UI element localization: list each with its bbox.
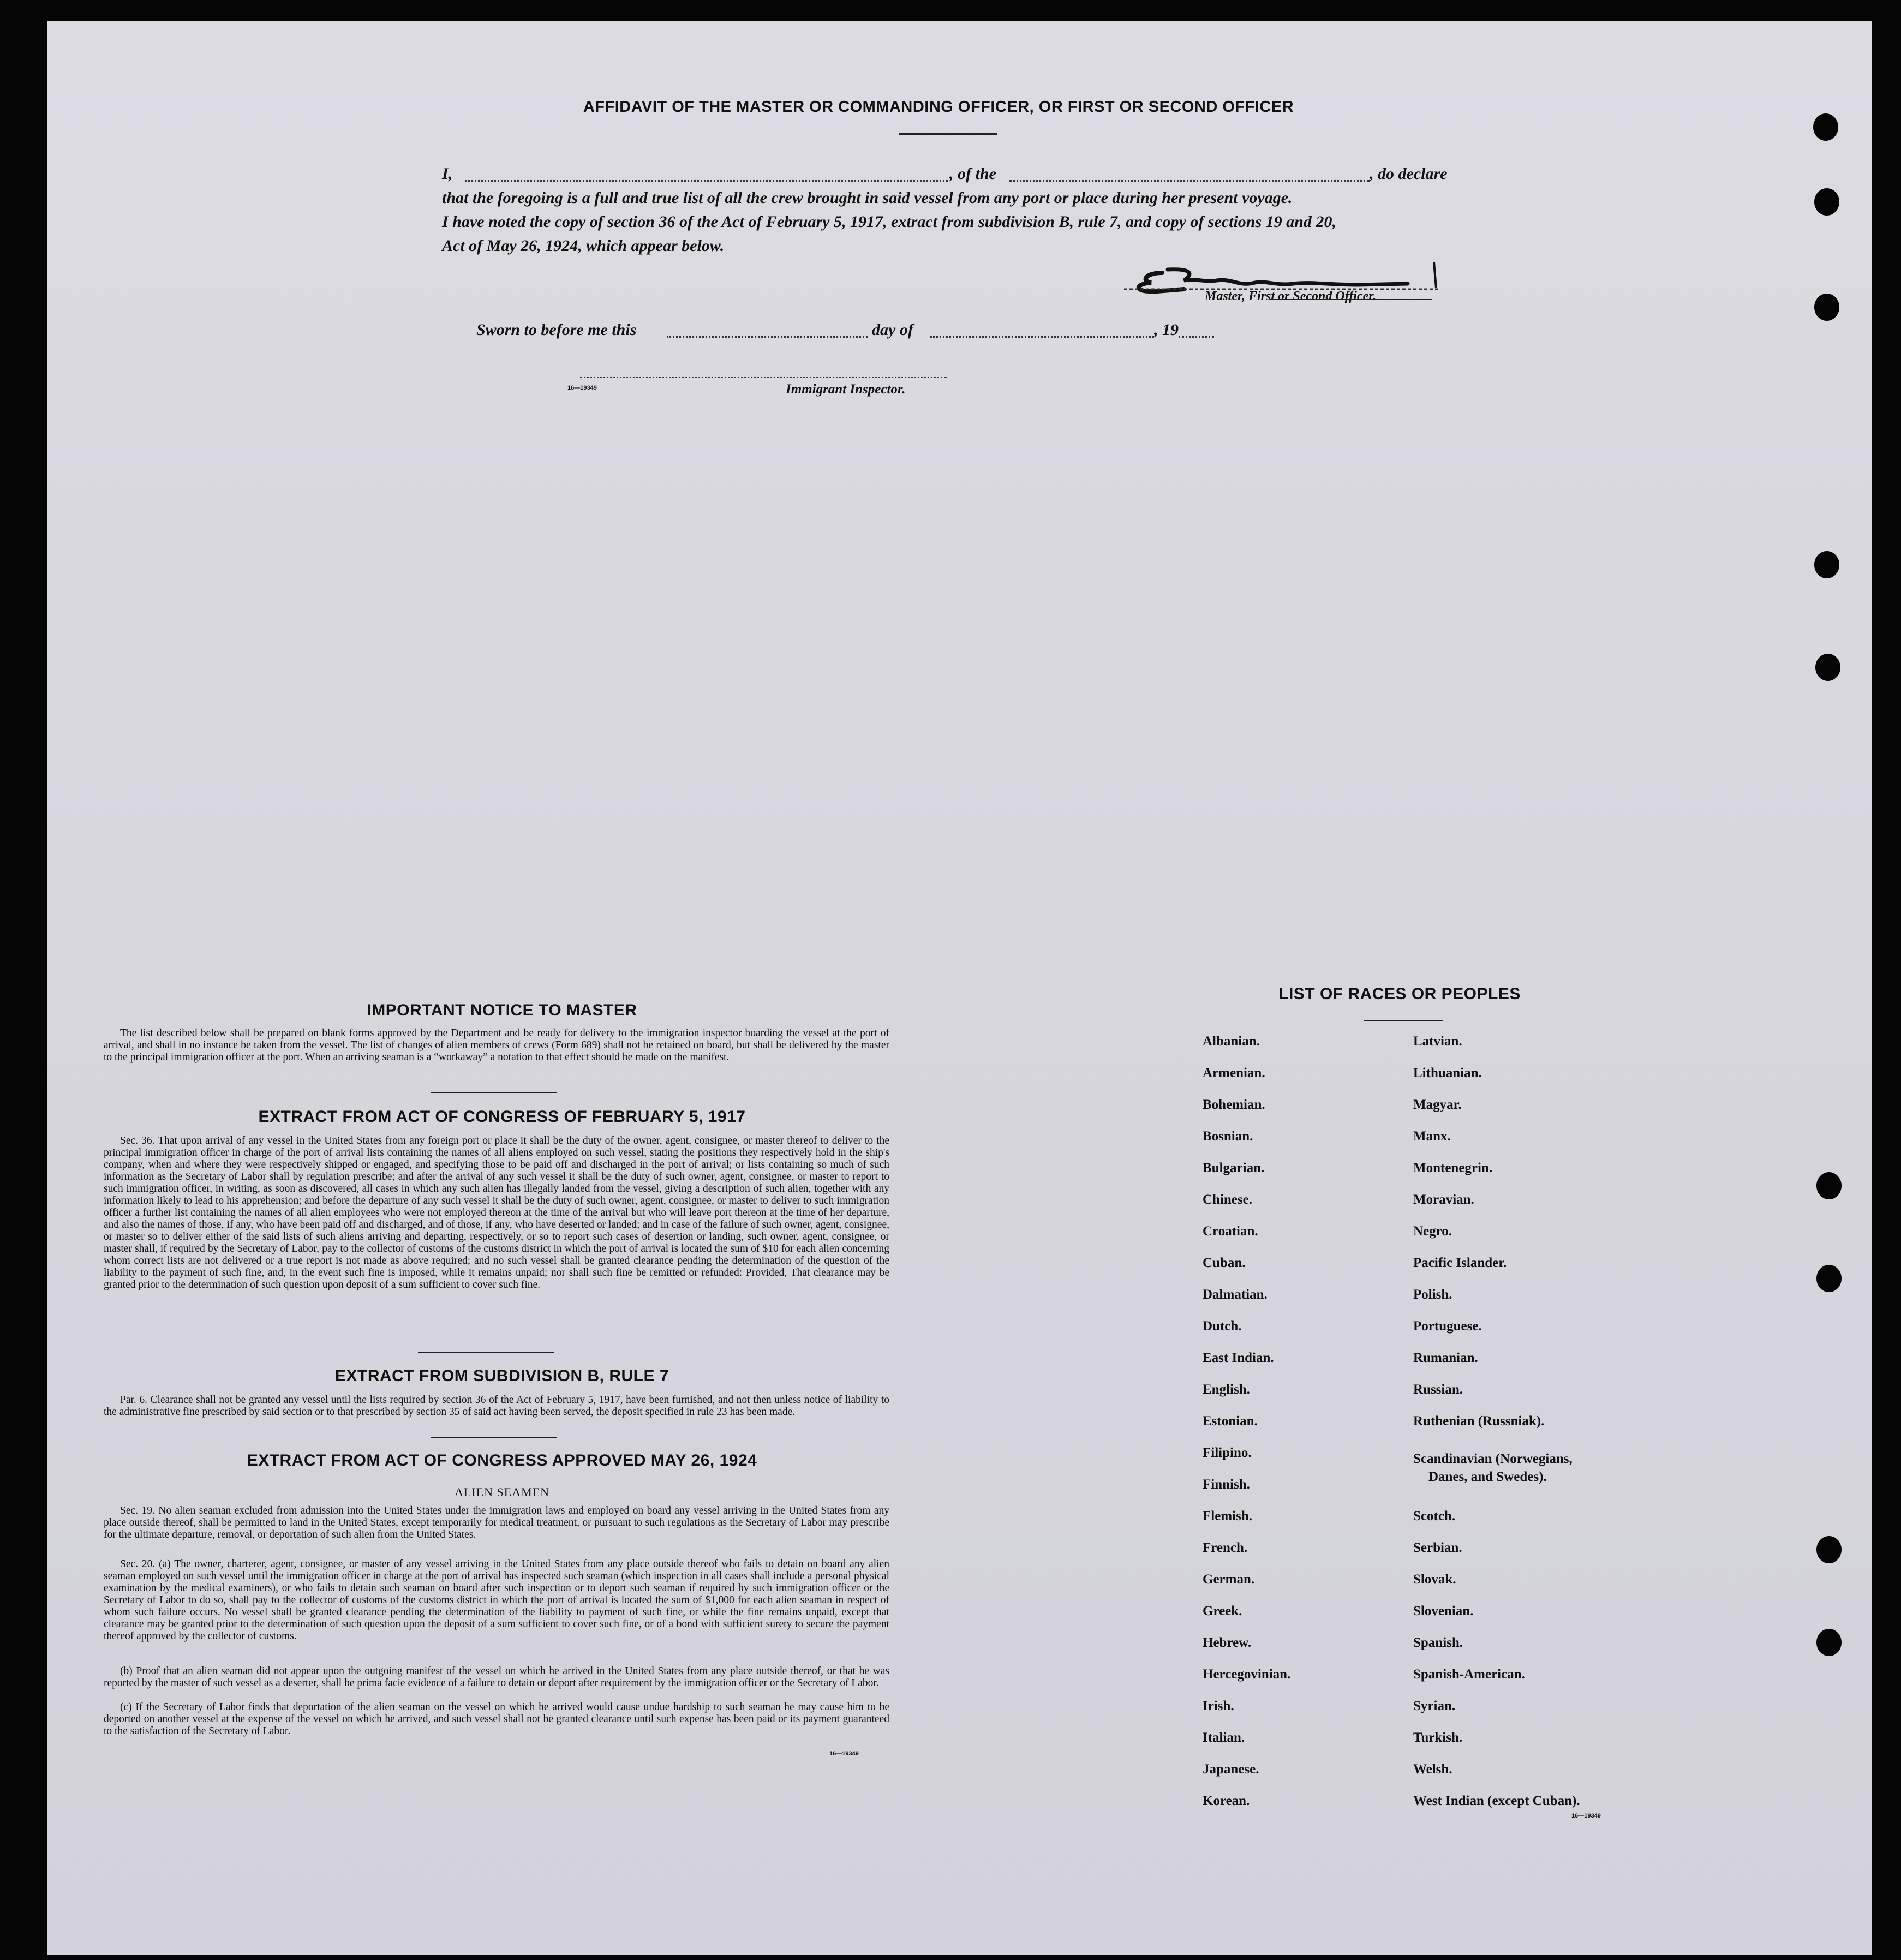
extract-1924-title: EXTRACT FROM ACT OF CONGRESS APPROVED MAY 26, 1924 [247, 1451, 757, 1469]
race-item: Serbian. [1413, 1540, 1462, 1555]
punch-hole [1816, 1536, 1842, 1563]
inspector-caption: Immigrant Inspector. [786, 382, 906, 397]
affidavit-line-3: I have noted the copy of section 36 of the Act of February 5, 1917, extract from subdivision B, rule 7, and copy of sections 19 and 20, [442, 213, 1336, 231]
race-item: Turkish. [1413, 1730, 1463, 1745]
race-item: Korean. [1203, 1794, 1250, 1808]
notice-title: IMPORTANT NOTICE TO MASTER [367, 1001, 637, 1019]
race-item: Manx. [1413, 1129, 1451, 1144]
race-item: Irish. [1203, 1699, 1234, 1713]
race-item: Lithuanian. [1413, 1066, 1482, 1080]
title-divider [899, 133, 997, 135]
race-item: Hebrew. [1203, 1635, 1252, 1650]
notice-body: The list described below shall be prepared on blank forms approved by the Department and be ready for delivery to the immigration inspector boarding the vessel at the port of arrival, and shall in no instance be taken from the vessel. The list of changes of alien members of crews (Form 689) shall not be retained on board, but shall be delivered by the master to the principal immigration officer at the port. When an arriving seaman is a “workaway” a notation to that effect should be made on the manifest. [104, 1027, 889, 1063]
punch-hole [1816, 1172, 1842, 1199]
race-item: Moravian. [1413, 1192, 1474, 1207]
rule-7-body: Par. 6. Clearance shall not be granted any vessel until the lists required by section 36 of the Act of February 5, 1917, have been furnished, and not then unless notice of liability to the administrative fine prescribed by said section or to that prescribed by section 35 of said act having been served, the deposit specified in rule 23 has been made. [104, 1394, 889, 1418]
race-item: Japanese. [1203, 1762, 1259, 1777]
race-item: Greek. [1203, 1604, 1242, 1618]
sworn-label: Sworn to before me this [476, 321, 637, 339]
extract-1917-body: Sec. 36. That upon arrival of any vessel in the United States from any foreign port or place it shall be the duty of the owner, agent, consignee, or master thereof to deliver to the principal immigration officer in charge of the port of arrival lists containing the names of all aliens employed on such vessel, stating the positions they respectively hold in the ship's company, when and where they were respectively shipped or engaged, and specifying those to be paid off and discharged in the port of arrival; or lists containing so much of such information as the Secretary of Labor shall by regulation prescribe; and after the arrival of any such vessel it shall be the duty of such owner, agent, consignee, or master to report to such immigration officer, in writing, as soon as discovered, all cases in which any such alien has illegally landed from the vessel, giving a description of such alien, together with any information likely to lead to his apprehension; and before the departure of any such vessel it shall be the duty of such owner, agent, consignee, or master to deliver to such immigration officer a further list containing the names of all alien employees who were not employed thereon at the time of the arrival but who will leave port thereon at the time of her departure, and also the names of those, if any, who have been paid off and discharged, and of those, if any, who have deserted or landed; and in case of the failure of such owner, agent, consignee, or master so to deliver either of the said lists of such aliens arriving and departing, respectively, or so to report such cases of desertion or landing, such owner, agent, consignee, or master shall, if required by the Secretary of Labor, pay to the collector of customs of the customs district in which the port of arrival is located the sum of $10 for each alien concerning whom correct lists are not delivered or a true report is not made as above required; and no such vessel shall be granted clearance pending the determination of the question of the liability to the payment of such fine, and, in the event such fine is imposed, while it remains unpaid; nor shall such fine be remitted or refunded: Provided, That clearance may be granted prior to the determination of such question upon deposit of a sum sufficient to cover such fine. [104, 1135, 889, 1290]
declare-label: , do declare [1370, 165, 1448, 183]
race-item: Welsh. [1413, 1762, 1452, 1777]
affidavit-line-4: Act of May 26, 1924, which appear below. [442, 237, 725, 255]
race-item: Spanish. [1413, 1635, 1463, 1650]
section-20a-text: Sec. 20. (a) The owner, charterer, agent, consignee, or master of any vessel arriving in the United States from any place outside thereof who fails to detain on board any alien seaman employed on such vessel until the immigration officer in charge at the port of arrival has inspected such seaman (which inspection in all cases shall include a personal physical examination by the medical examiners), or who fails to detain such seaman on board after such inspection or to deport such seaman if required by such immigration officer or the Secretary of Labor to do so, shall pay to the collector of customs of the customs district in which the port of arrival is located the sum of $1,000 for each alien seaman in respect of whom such failure occurs. No vessel shall be granted clearance pending the determination of the liability to payment of such fine, or while the fine remains unpaid, except that clearance may be granted prior to the determination of such question upon the deposit of a sum sufficient to cover such fine, or of a bond with sufficient surety to secure the payment thereof approved by the collector of customs. [104, 1558, 889, 1642]
race-item: Cuban. [1203, 1256, 1246, 1270]
form-number: 16—19349 [1571, 1813, 1601, 1819]
punch-hole [1816, 1629, 1842, 1656]
sworn-year-field[interactable] [1179, 336, 1214, 338]
section-19-text: Sec. 19. No alien seaman excluded from admission into the United States under the immigration laws and employed on board any vessel arriving in the United States from any place outside thereof, shall be permitted to land in the United States, except temporarily for medical treatment, or pursuant to such regulations as the Secretary of Labor may prescribe for the ultimate departure, removal, or deportation of such alien from the United States. [104, 1505, 889, 1540]
form-number: 16—19349 [567, 385, 597, 391]
section-divider [418, 1352, 554, 1353]
race-item: Polish. [1413, 1287, 1452, 1302]
affidavit-line-2: that the foregoing is a full and true list of all the crew brought in said vessel from any port or place during her present voyage. [442, 189, 1293, 207]
race-item: Ruthenian (Russniak). [1413, 1414, 1545, 1429]
declarant-name-field[interactable] [465, 180, 948, 182]
race-item: Filipino. [1203, 1445, 1252, 1460]
race-item: Danes, and Swedes). [1428, 1469, 1547, 1484]
race-item: Slovak. [1413, 1572, 1456, 1587]
section-divider [431, 1437, 557, 1438]
race-item: Albanian. [1203, 1034, 1260, 1049]
race-item: German. [1203, 1572, 1255, 1587]
race-item: Dalmatian. [1203, 1287, 1268, 1302]
punch-hole [1813, 113, 1838, 141]
races-title: LIST OF RACES OR PEOPLES [1278, 985, 1521, 1003]
declarant-prefix: I, [442, 165, 453, 183]
form-number: 16—19349 [829, 1750, 859, 1757]
races-title-divider [1364, 1020, 1443, 1021]
race-item: English. [1203, 1382, 1250, 1397]
strike-through [1269, 299, 1432, 300]
race-item: Armenian. [1203, 1066, 1265, 1080]
race-item: Bohemian. [1203, 1097, 1265, 1112]
punch-hole [1814, 551, 1839, 578]
race-item: Hercegovinian. [1203, 1667, 1291, 1682]
race-item: West Indian (except Cuban). [1413, 1794, 1580, 1808]
race-item: Dutch. [1203, 1319, 1242, 1334]
race-item: Negro. [1413, 1224, 1452, 1239]
alien-seamen-subtitle: ALIEN SEAMEN [455, 1485, 549, 1499]
extract-1917-title: EXTRACT FROM ACT OF CONGRESS OF FEBRUARY 5, 1917 [258, 1108, 746, 1126]
race-item: East Indian. [1203, 1351, 1274, 1365]
affidavit-title: AFFIDAVIT OF THE MASTER OR COMMANDING OFFICER, OR FIRST OR SECOND OFFICER [583, 98, 1294, 116]
race-item: Pacific Islander. [1413, 1256, 1507, 1270]
punch-hole [1815, 654, 1840, 681]
race-item: Bulgarian. [1203, 1161, 1265, 1175]
race-item: Magyar. [1413, 1097, 1462, 1112]
race-item: Spanish-American. [1413, 1667, 1525, 1682]
race-item: Russian. [1413, 1382, 1463, 1397]
race-item: Portuguese. [1413, 1319, 1482, 1334]
race-item: Scotch. [1413, 1509, 1456, 1523]
rule-7-title: EXTRACT FROM SUBDIVISION B, RULE 7 [334, 1367, 669, 1385]
race-item: Flemish. [1203, 1509, 1252, 1523]
section-20c-text: (c) If the Secretary of Labor finds that deportation of the alien seaman on the vessel on which he arrived would cause undue hardship to such seaman he may cause him to be deported on another vessel at the expense of the vessel on which he arrived, and such vessel shall not be granted clearance until such expense has been paid or its payment guaranteed to the satisfaction of the Secretary of Labor. [104, 1701, 889, 1737]
race-item: Chinese. [1203, 1192, 1252, 1207]
section-20b-text: (b) Proof that an alien seaman did not appear upon the outgoing manifest of the vessel on which he arrived in the United States from any place outside thereof, or that he was reported by the master of such vessel as a deserter, shall be prima facie evidence of a failure to detain or deport after requirement by the immigration officer or the Secretary of Labor. [104, 1665, 889, 1689]
inspector-signature-field[interactable] [580, 377, 947, 378]
race-item: Croatian. [1203, 1224, 1258, 1239]
race-item: Italian. [1203, 1730, 1245, 1745]
sworn-month-field[interactable] [930, 336, 1154, 338]
punch-hole [1814, 294, 1839, 321]
race-item: French. [1203, 1540, 1248, 1555]
sworn-day-field[interactable] [667, 336, 868, 338]
race-item: Slovenian. [1413, 1604, 1474, 1618]
punch-hole [1814, 188, 1839, 216]
race-item: Finnish. [1203, 1477, 1250, 1492]
vessel-of-label: , of the [949, 165, 996, 183]
signature-caption: Master, First or Second Officer. [1205, 289, 1377, 303]
race-item: Bosnian. [1203, 1129, 1253, 1144]
year-label: , 19 [1154, 321, 1179, 339]
section-divider [431, 1092, 557, 1093]
race-item: Estonian. [1203, 1414, 1258, 1429]
race-item: Syrian. [1413, 1699, 1456, 1713]
race-item: Rumanian. [1413, 1351, 1478, 1365]
punch-hole [1816, 1265, 1842, 1292]
day-of-label: day of [872, 321, 913, 339]
race-item: Latvian. [1413, 1034, 1462, 1049]
race-item: Montenegrin. [1413, 1161, 1493, 1175]
vessel-name-field[interactable] [1009, 180, 1370, 182]
race-item: Scandinavian (Norwegians, [1413, 1451, 1573, 1466]
